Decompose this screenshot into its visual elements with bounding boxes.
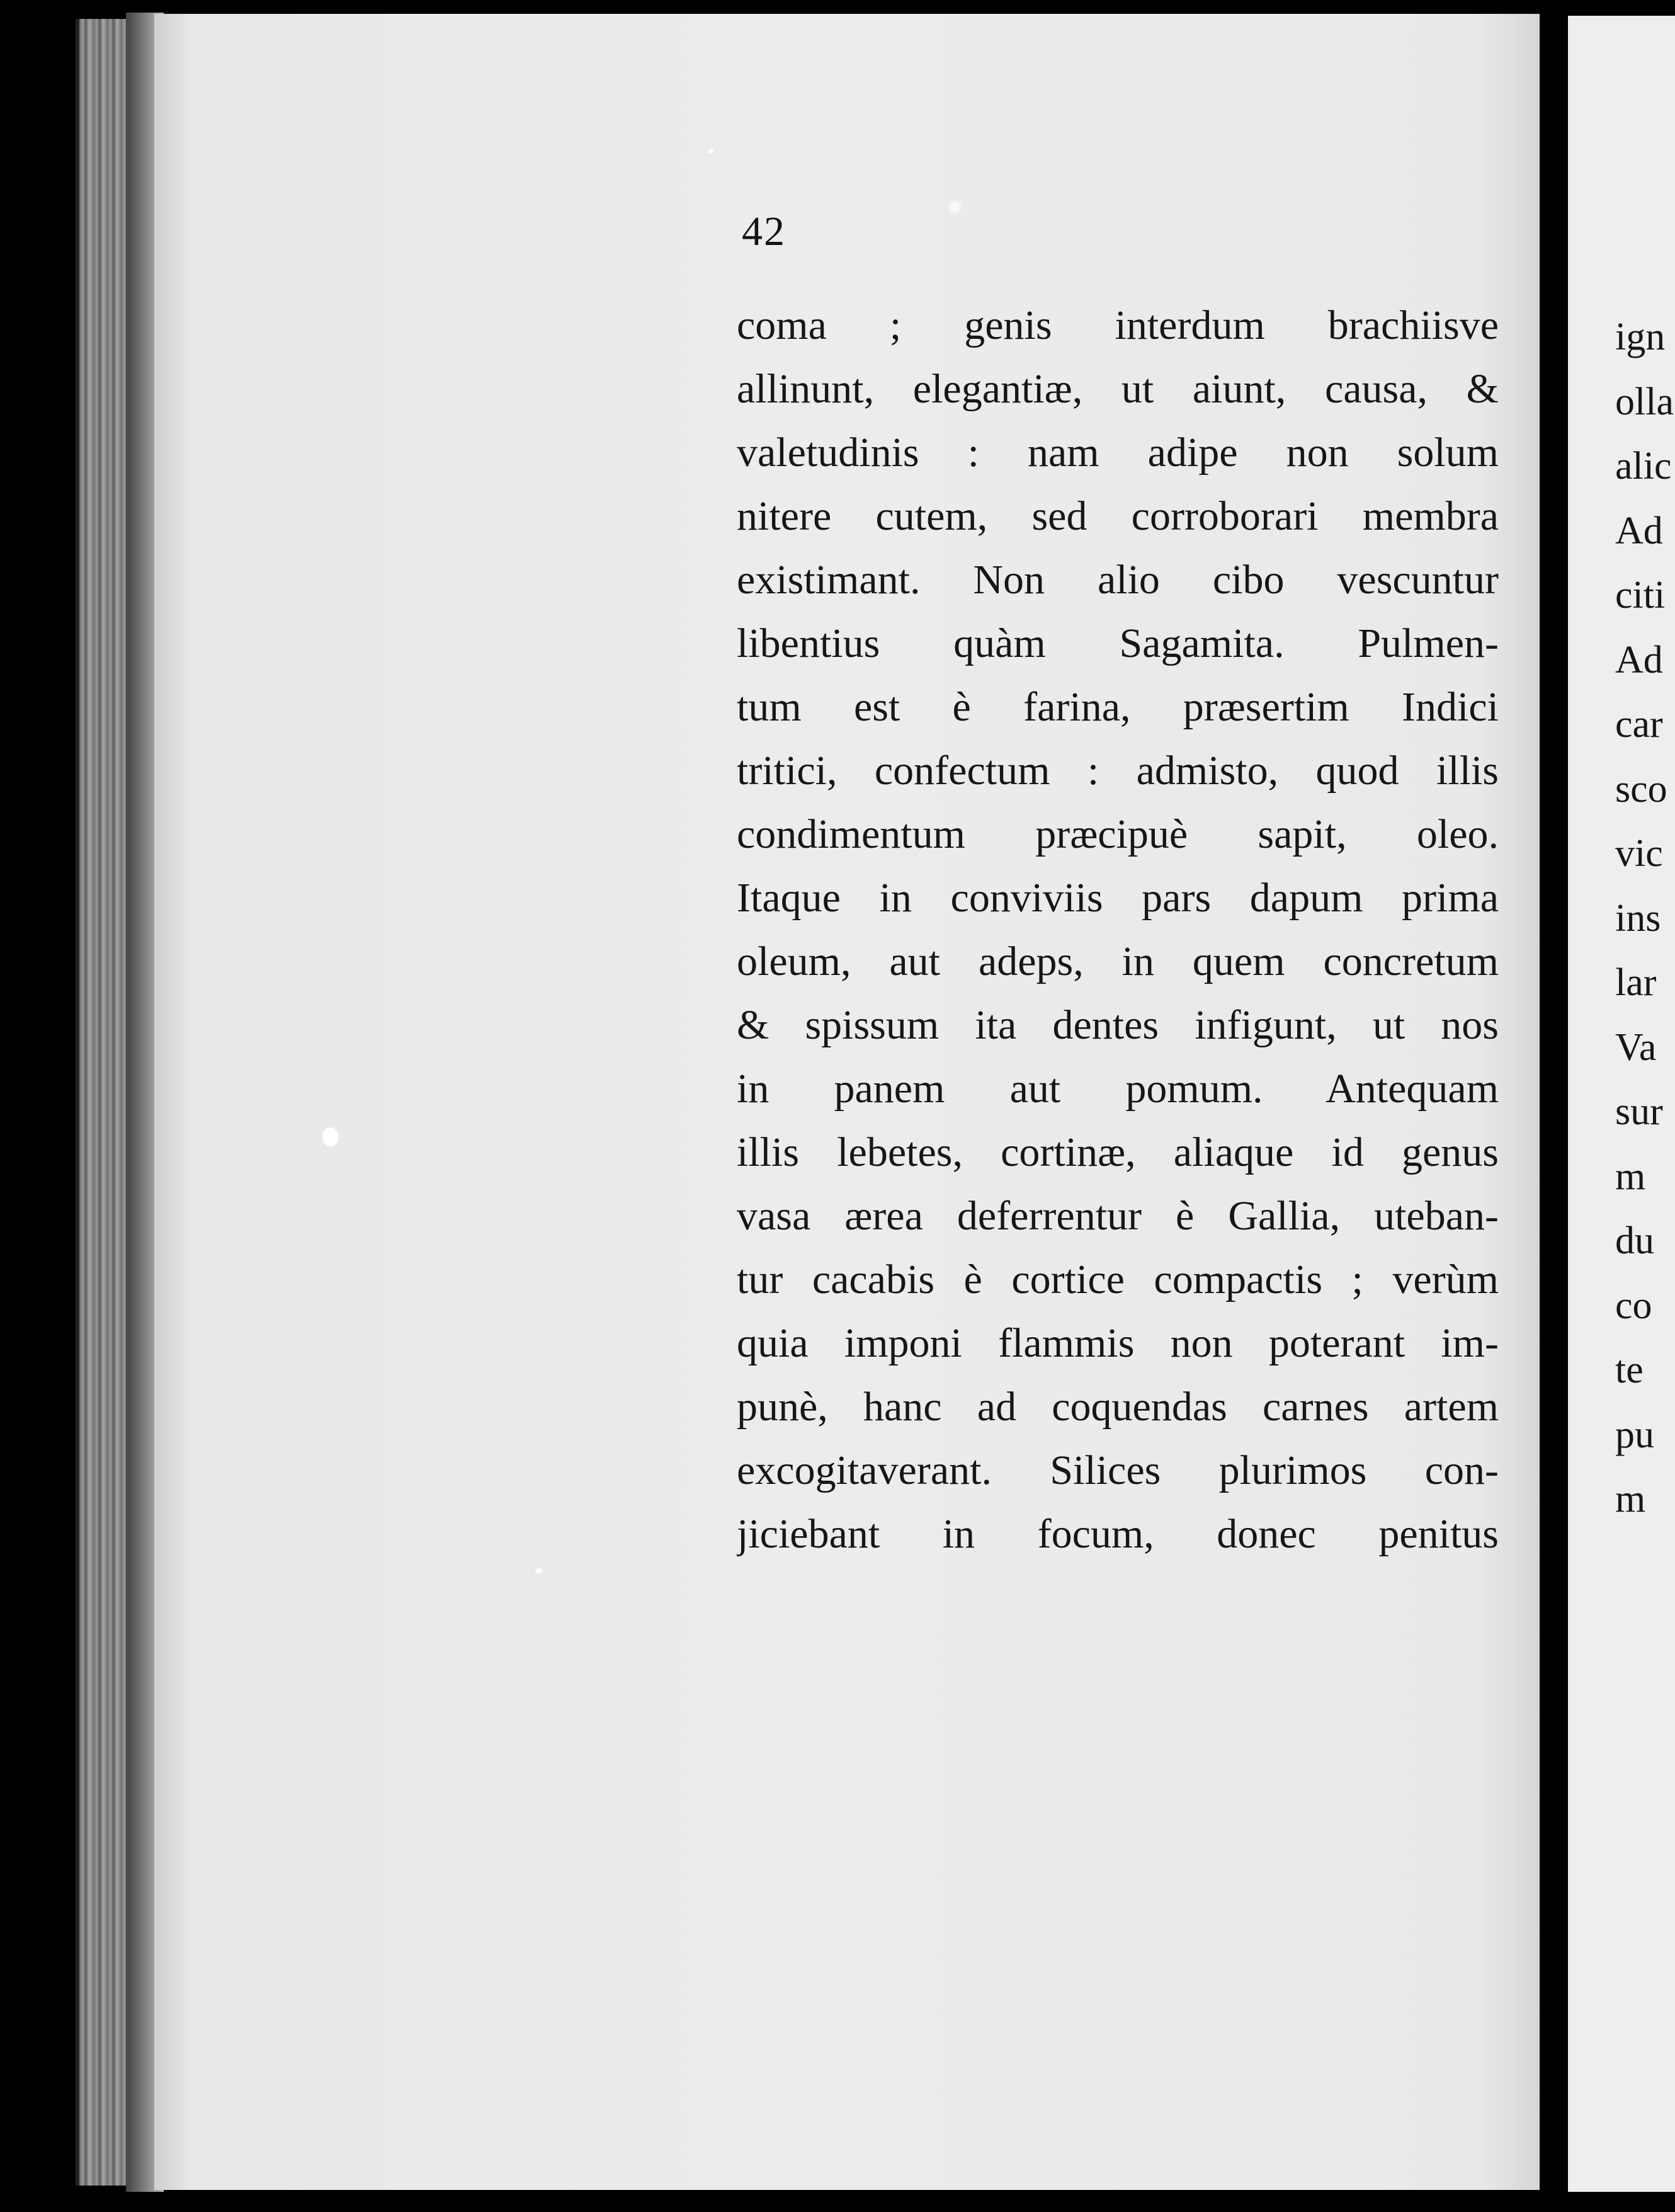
facing-page-text [1615,305,1674,1532]
text-line: in panem aut pomum. Antequam [737,1066,1499,1112]
text-line: tritici, confectum : admisto, quod illis [737,748,1499,794]
gutter [1540,0,1568,2212]
text-line: libentius quàm Sagamita. Pulmen- [737,620,1499,666]
text-line: quia imponi flammis non poterant im- [737,1320,1499,1366]
facing-text-line: ign [1615,316,1666,358]
dust-speck [708,149,713,154]
facing-text-line: m [1615,1478,1646,1520]
facing-text-line: du [1615,1219,1654,1262]
facing-text-line: co [1615,1284,1652,1327]
text-line: & spissum ita dentes infigunt, ut nos [737,1002,1499,1048]
facing-text-line: vic [1615,832,1663,875]
dust-speck [535,1568,543,1573]
facing-text-line: sur [1615,1090,1663,1133]
text-line: oleum, aut adeps, in quem concretum [737,938,1499,984]
facing-text-line: lar [1615,961,1657,1004]
dust-speck [948,200,962,214]
page-text [737,294,1499,1566]
text-line: Itaque in conviviis pars dapum prima [737,875,1499,921]
facing-text-line: Ad [1615,638,1663,681]
dust-speck [322,1127,339,1146]
text-line: allinunt, elegantiæ, ut aiunt, causa, & [737,366,1499,412]
facing-text-line: Va [1615,1025,1657,1069]
text-line: illis lebetes, cortinæ, aliaque id genus [737,1129,1499,1175]
facing-text-line: alic [1615,445,1672,487]
text-line: jiciebant in focum, donec penitus [737,1511,1499,1557]
facing-text-line: car [1615,703,1663,746]
facing-text-line: te [1615,1348,1644,1391]
facing-text-line: olla [1615,380,1674,423]
page-number: 42 [742,208,786,254]
text-line: valetudinis : nam adipe non solum [737,430,1499,476]
facing-text-line: sco [1615,767,1667,811]
text-line: excogitaverant. Silices plurimos con- [737,1447,1499,1493]
text-line: tum est è farina, præsertim Indici [737,684,1499,730]
text-line: coma ; genis interdum brachiisve [737,302,1499,348]
facing-text-line: Ad [1615,509,1663,552]
text-line: punè, hanc ad coquendas carnes artem [737,1384,1499,1430]
facing-text-line: m [1615,1154,1646,1198]
text-line: tur cacabis è cortice compactis ; verùm [737,1257,1499,1303]
facing-text-line: citi [1615,574,1666,617]
text-line: nitere cutem, sed corroborari membra [737,493,1499,539]
text-line: existimant. Non alio cibo vescuntur [737,557,1499,603]
text-line: condimentum præcipuè sapit, oleo. [737,811,1499,857]
text-line: vasa ærea deferrentur è Gallia, uteban- [737,1193,1499,1239]
facing-text-line: pu [1615,1413,1654,1456]
facing-text-line: ins [1615,896,1661,940]
